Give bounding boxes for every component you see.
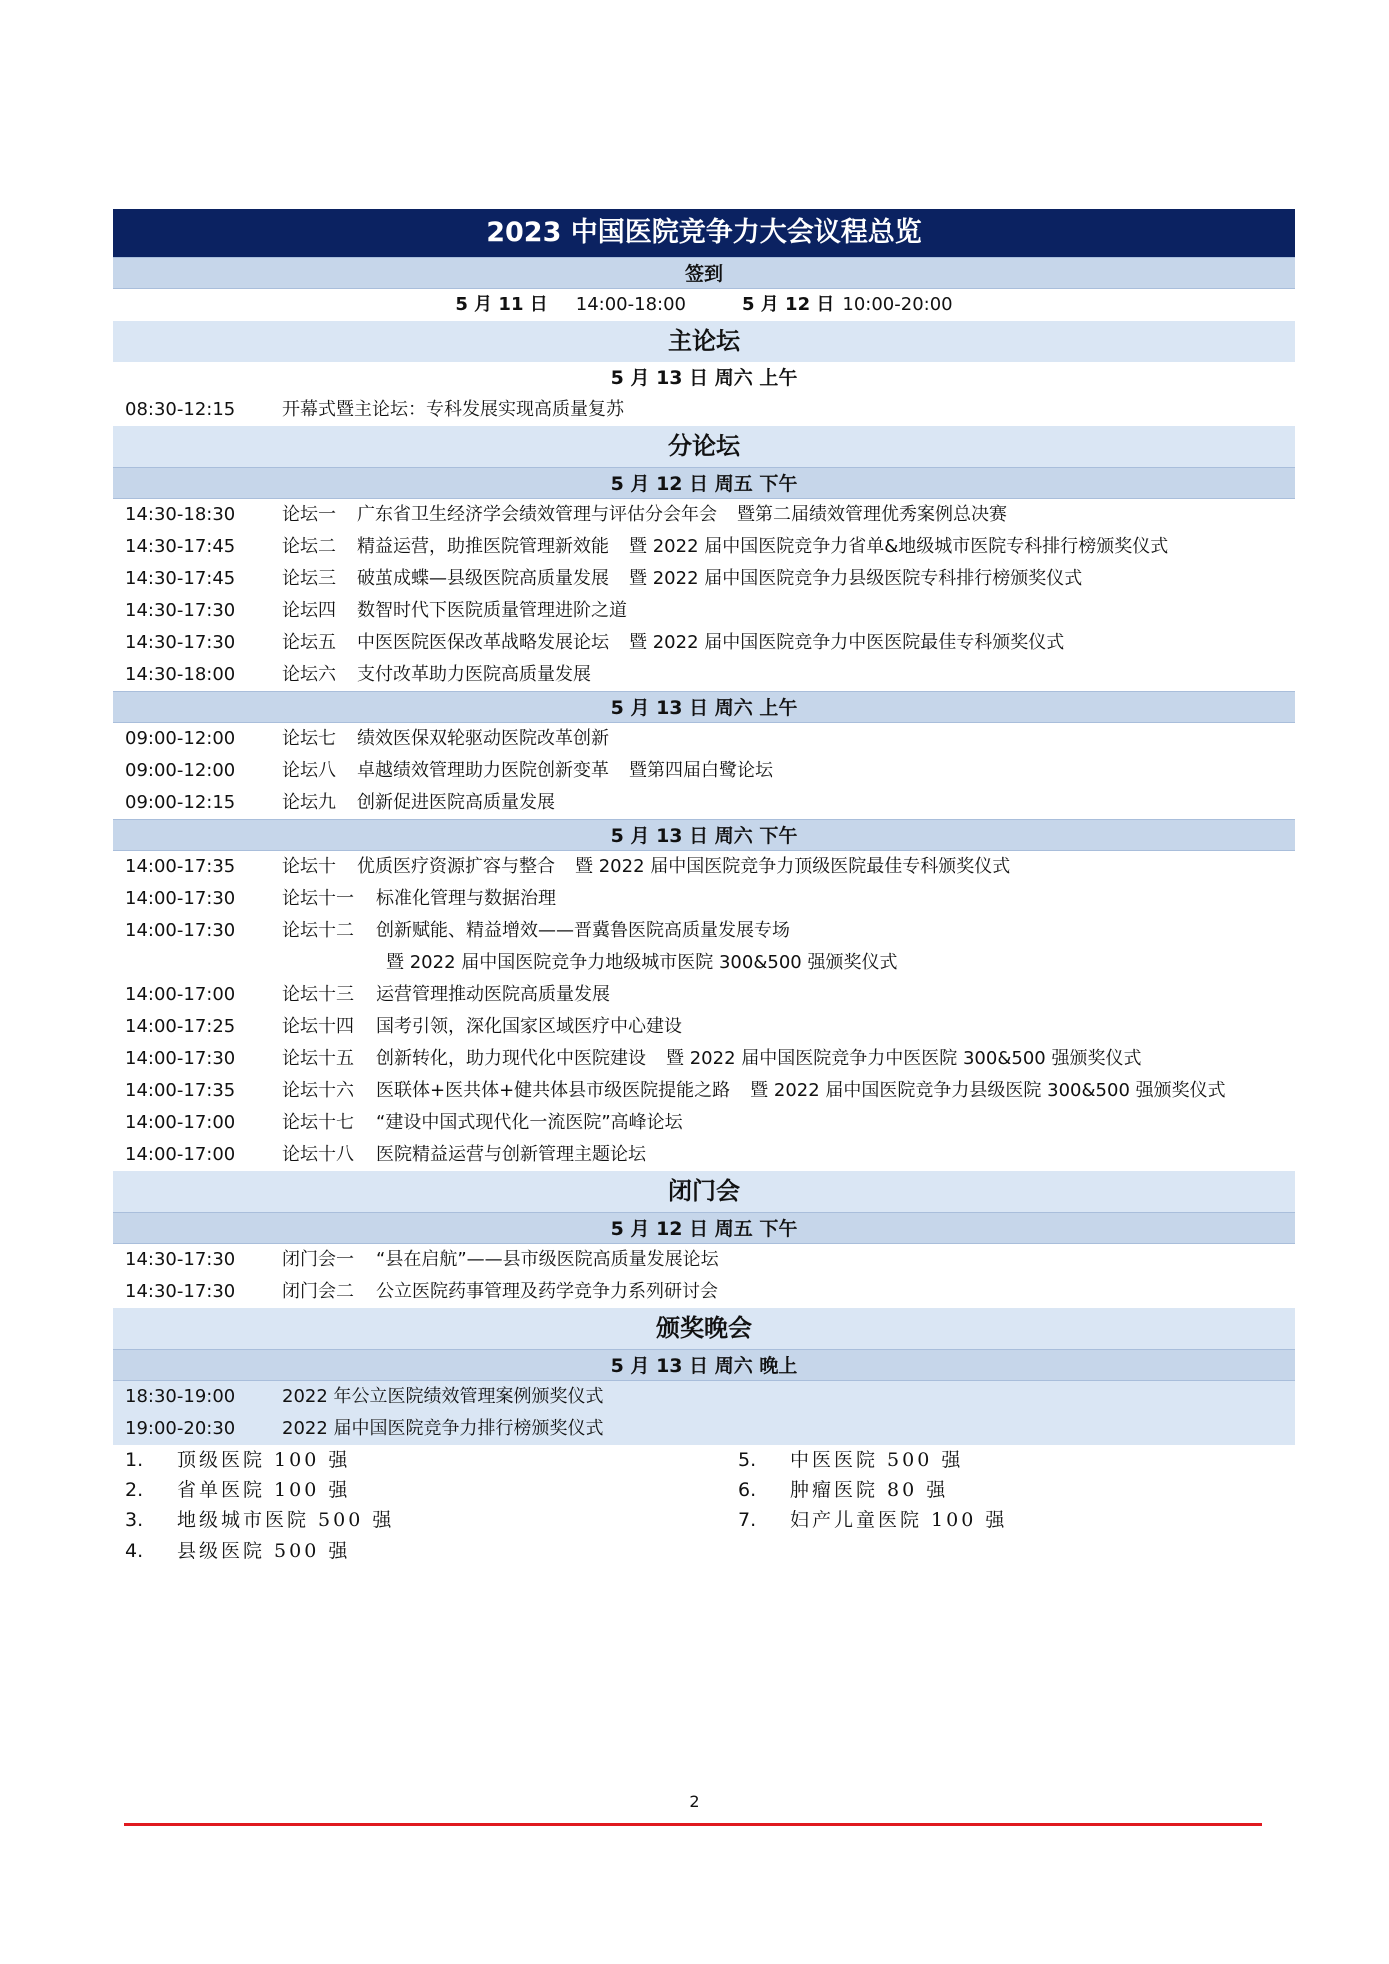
- table-row: [113, 787, 1295, 819]
- table-row: [113, 1075, 1295, 1107]
- table-row: [113, 659, 1295, 691]
- list-item: [726, 1505, 1007, 1535]
- row-time: 09:00-12:15: [125, 792, 236, 813]
- main-forum-date: 5 月 13 日 周六 上午: [610, 367, 798, 389]
- row-note: 暨 2022 届中国医院竞争力中医医院最佳专科颁奖仪式: [629, 632, 1065, 653]
- row-time: 19:00-20:30: [125, 1418, 236, 1439]
- row-forum: 论坛八: [282, 760, 336, 781]
- main-forum-header: 主论坛: [113, 321, 1295, 362]
- row-title: 创新促进医院高质量发展: [357, 792, 555, 813]
- row-note: 暨 2022 届中国医院竞争力县级医院专科排行榜颁奖仪式: [629, 568, 1083, 589]
- row-title: 破茧成蝶—县级医院高质量发展: [357, 568, 609, 589]
- row-time: 09:00-12:00: [125, 760, 236, 781]
- table-row: [113, 1139, 1295, 1171]
- row-time: 14:30-17:45: [125, 568, 236, 589]
- row-note: 暨第二届绩效管理优秀案例总决赛: [737, 504, 1007, 525]
- table-row: [113, 1043, 1295, 1075]
- sub-group2-date: 5 月 13 日 周六 上午: [113, 691, 1295, 723]
- list-item: [726, 1445, 963, 1475]
- row-forum: 论坛六: [282, 664, 336, 685]
- row-forum: 论坛七: [282, 728, 336, 749]
- row-title: 支付改革助力医院高质量发展: [357, 664, 591, 685]
- row-forum: 论坛一: [282, 504, 336, 525]
- table-row: [113, 947, 1295, 979]
- table-row: [113, 499, 1295, 531]
- row-title: 标准化管理与数据治理: [376, 888, 556, 909]
- list-item: [113, 1505, 394, 1535]
- list-number: 7.: [738, 1509, 757, 1531]
- table-row: [113, 883, 1295, 915]
- list-text: 妇产儿童医院 100 强: [790, 1509, 1008, 1531]
- row-note: 暨第四届白鹭论坛: [629, 760, 773, 781]
- row-title: 数智时代下医院质量管理进阶之道: [357, 600, 627, 621]
- table-row: [113, 595, 1295, 627]
- table-row: [113, 851, 1295, 883]
- sub-group3-date: 5 月 13 日 周六 下午: [113, 819, 1295, 851]
- closed-meeting-header: 闭门会: [113, 1171, 1295, 1212]
- row-forum: 闭门会一: [282, 1249, 354, 1270]
- table-row: [113, 1413, 1295, 1445]
- signin-date-1: 5 月 11 日: [455, 294, 548, 315]
- row-forum: 论坛五: [282, 632, 336, 653]
- list-number: 5.: [738, 1449, 757, 1471]
- list-item: [113, 1445, 350, 1475]
- list-number: 3.: [125, 1509, 144, 1531]
- row-time: 14:30-18:30: [125, 504, 236, 525]
- row-time: 14:00-17:35: [125, 856, 236, 877]
- row-title: 广东省卫生经济学会绩效管理与评估分会年会: [357, 504, 717, 525]
- signin-date-2: 5 月 12 日: [742, 294, 835, 315]
- table-row: [113, 1381, 1295, 1413]
- table-row: [113, 755, 1295, 787]
- page-number: 2: [689, 1792, 700, 1811]
- row-title: 精益运营，助推医院管理新效能: [357, 536, 609, 557]
- sub-forum-header: 分论坛: [113, 426, 1295, 467]
- row-time: 14:00-17:35: [125, 1080, 236, 1101]
- table-row: [113, 627, 1295, 659]
- row-time: 14:00-17:25: [125, 1016, 236, 1037]
- list-text: 县级医院 500 强: [177, 1540, 351, 1562]
- row-time: 14:00-17:30: [125, 888, 236, 909]
- signin-time-1: 14:00-18:00: [575, 294, 686, 315]
- row-forum: 论坛十五: [282, 1048, 354, 1069]
- table-row: [113, 1107, 1295, 1139]
- list-number: 6.: [738, 1479, 757, 1501]
- table-row: [113, 531, 1295, 563]
- table-row: [113, 723, 1295, 755]
- list-number: 2.: [125, 1479, 144, 1501]
- row-title: 绩效医保双轮驱动医院改革创新: [357, 728, 609, 749]
- row-forum: 论坛十七: [282, 1112, 354, 1133]
- row-title: 中医医院医保改革战略发展论坛: [357, 632, 609, 653]
- sub-group1-date: 5 月 12 日 周五 下午: [113, 467, 1295, 499]
- row-forum: 论坛十三: [282, 984, 354, 1005]
- row-forum: 论坛十六: [282, 1080, 354, 1101]
- row-title: 创新赋能、精益增效——晋冀鲁医院高质量发展专场: [376, 920, 790, 941]
- row-title: 国考引领，深化国家区域医疗中心建设: [376, 1016, 682, 1037]
- row-note: 暨 2022 届中国医院竞争力顶级医院最佳专科颁奖仪式: [575, 856, 1011, 877]
- list-item: [113, 1536, 350, 1566]
- row-title: 医院精益运营与创新管理主题论坛: [376, 1144, 646, 1165]
- row-note: 暨 2022 届中国医院竞争力省单&地级城市医院专科排行榜颁奖仪式: [629, 536, 1169, 557]
- table-row: [113, 1011, 1295, 1043]
- row-title: 暨 2022 届中国医院竞争力地级城市医院 300&500 强颁奖仪式: [386, 952, 898, 973]
- row-time: 14:30-18:00: [125, 664, 236, 685]
- row-time: 14:00-17:00: [125, 1112, 236, 1133]
- list-text: 地级城市医院 500 强: [177, 1509, 395, 1531]
- row-forum: 论坛十: [282, 856, 336, 877]
- table-row: [113, 1244, 1295, 1276]
- row-time: 14:00-17:00: [125, 984, 236, 1005]
- agenda-title: 2023 中国医院竞争力大会议程总览: [113, 209, 1295, 257]
- row-forum: 论坛二: [282, 536, 336, 557]
- signin-header: 签到: [113, 257, 1295, 289]
- row-title: 公立医院药事管理及药学竞争力系列研讨会: [376, 1281, 718, 1302]
- row-title: “县在启航”——县市级医院高质量发展论坛: [376, 1249, 719, 1270]
- row-time: 09:00-12:00: [125, 728, 236, 749]
- list-text: 省单医院 100 强: [177, 1479, 351, 1501]
- table-row: [113, 915, 1295, 947]
- row-title: 开幕式暨主论坛：专科发展实现高质量复苏: [282, 399, 624, 420]
- list-text: 顶级医院 100 强: [177, 1449, 351, 1471]
- row-title: 卓越绩效管理助力医院创新变革: [357, 760, 609, 781]
- row-title: 运营管理推动医院高质量发展: [376, 984, 610, 1005]
- row-time: 14:00-17:30: [125, 920, 236, 941]
- row-title: 创新转化，助力现代化中医院建设: [376, 1048, 646, 1069]
- gala-date: 5 月 13 日 周六 晚上: [113, 1349, 1295, 1381]
- row-time: 14:30-17:30: [125, 632, 236, 653]
- list-item: [726, 1475, 948, 1505]
- list-number: 1.: [125, 1449, 144, 1471]
- row-title: “建设中国式现代化一流医院”高峰论坛: [376, 1112, 683, 1133]
- row-time: 14:00-17:00: [125, 1144, 236, 1165]
- gala-header: 颁奖晚会: [113, 1308, 1295, 1349]
- table-row: [113, 563, 1295, 595]
- row-forum: 论坛十八: [282, 1144, 354, 1165]
- row-title: 优质医疗资源扩容与整合: [357, 856, 555, 877]
- row-forum: 论坛四: [282, 600, 336, 621]
- agenda-table: [113, 209, 1295, 1575]
- signin-times: [113, 289, 1295, 321]
- footer-rule: [124, 1823, 1262, 1826]
- row-time: 14:30-17:30: [125, 1281, 236, 1302]
- list-item: [113, 1475, 350, 1505]
- row-forum: 论坛九: [282, 792, 336, 813]
- row-forum: 论坛十二: [282, 920, 354, 941]
- closed-meeting-date: 5 月 12 日 周五 下午: [113, 1212, 1295, 1244]
- list-text: 肿瘤医院 80 强: [790, 1479, 949, 1501]
- row-time: 14:30-17:45: [125, 536, 236, 557]
- row-forum: 闭门会二: [282, 1281, 354, 1302]
- row-note: 暨 2022 届中国医院竞争力县级医院 300&500 强颁奖仪式: [750, 1080, 1226, 1101]
- row-title: 医联体+医共体+健共体县市级医院提能之路: [376, 1080, 731, 1101]
- row-time: 14:00-17:30: [125, 1048, 236, 1069]
- row-title: 2022 年公立医院绩效管理案例颁奖仪式: [282, 1386, 604, 1407]
- list-text: 中医医院 500 强: [790, 1449, 964, 1471]
- list-number: 4.: [125, 1540, 144, 1562]
- row-forum: 论坛三: [282, 568, 336, 589]
- row-note: 暨 2022 届中国医院竞争力中医医院 300&500 强颁奖仪式: [666, 1048, 1142, 1069]
- signin-time-2: 10:00-20:00: [842, 294, 953, 315]
- row-time: 08:30-12:15: [125, 399, 236, 420]
- row-time: 14:30-17:30: [125, 600, 236, 621]
- row-title: 2022 届中国医院竞争力排行榜颁奖仪式: [282, 1418, 604, 1439]
- table-row: [113, 394, 1295, 426]
- row-forum: 论坛十四: [282, 1016, 354, 1037]
- row-time: 18:30-19:00: [125, 1386, 236, 1407]
- table-row: [113, 1276, 1295, 1308]
- award-list: [113, 1445, 1295, 1575]
- row-time: 14:30-17:30: [125, 1249, 236, 1270]
- table-row: [113, 979, 1295, 1011]
- row-forum: 论坛十一: [282, 888, 354, 909]
